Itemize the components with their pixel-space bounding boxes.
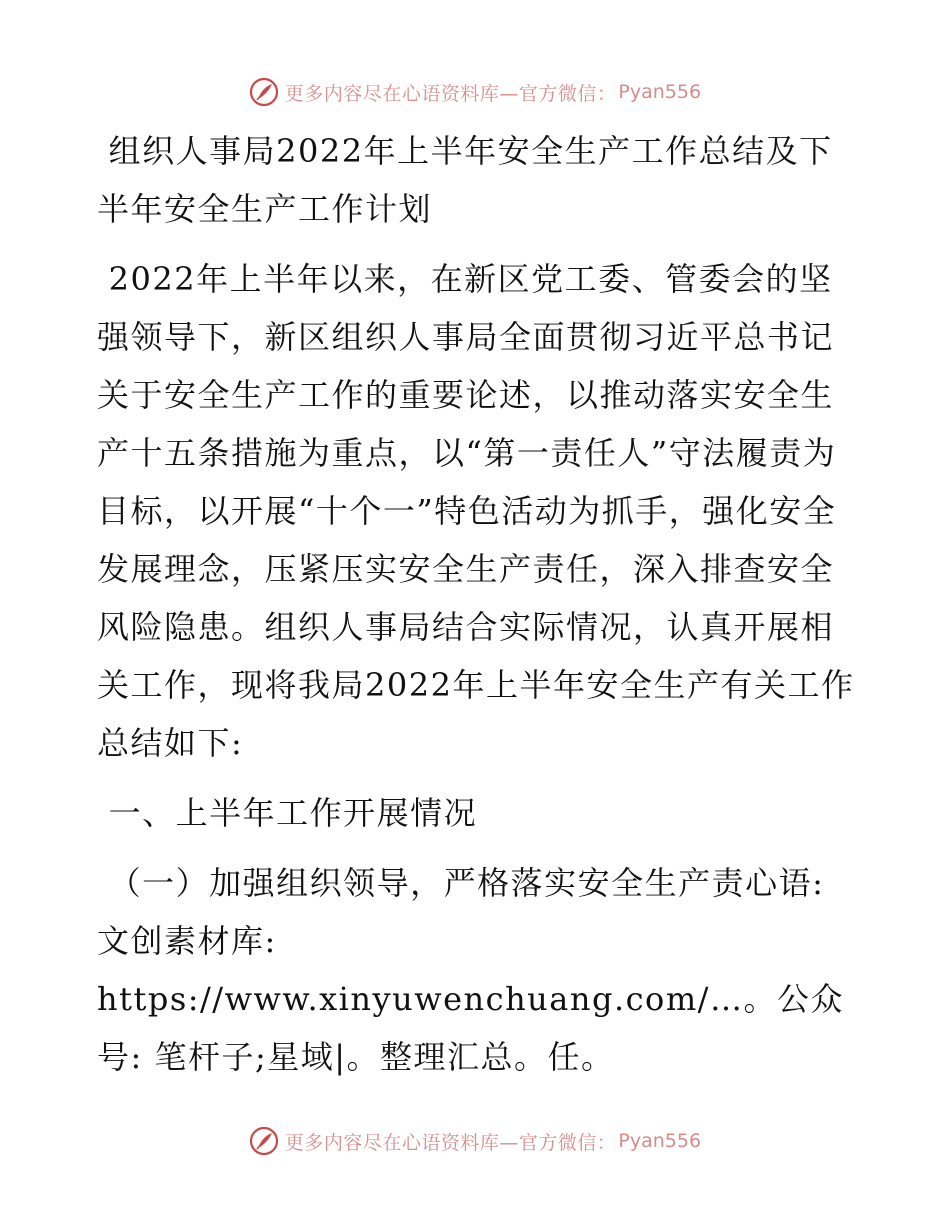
watermark-account: Pyan556 xyxy=(618,1130,702,1152)
watermark-text: 更多内容尽在心语资料库—官方微信： xyxy=(284,1131,617,1154)
section-heading: 一、上半年工作开展情况 xyxy=(97,794,478,832)
quill-logo-icon xyxy=(249,1126,279,1156)
watermark-footer xyxy=(0,1121,950,1161)
watermark-text: 更多内容尽在心语资料库—官方微信： xyxy=(284,82,617,105)
subsection-paragraph: （一）加强组织领导，严格落实安全生产责心语:文创素材库: https://www.xinyuwenchuang.com/…。公众号: 笔杆子;星域|。整理汇总。任。 xyxy=(97,864,844,1076)
quill-logo-icon xyxy=(249,77,279,107)
document-body xyxy=(97,122,857,1086)
document-title: 组织人事局2022年上半年安全生产工作总结及下半年安全生产工作计划 xyxy=(97,132,833,228)
watermark-account: Pyan556 xyxy=(618,81,702,103)
watermark-header xyxy=(0,72,950,112)
intro-paragraph: 2022年上半年以来，在新区党工委、管委会的坚强领导下，新区组织人事局全面贯彻习近平总书记关于安全生产工作的重要论述，以推动落实安全生产十五条措施为重点，以“第一责任人”守法履责为目标，以开展“十个一”特色活动为抓手，强化安全发展理念，压紧压实安全生产责任，深入排查安全风险隐患。组织人事局结合实际情况，认真开展相关工作，现将我局2022年上半年安全生产有关工作总结如下: xyxy=(97,260,855,762)
